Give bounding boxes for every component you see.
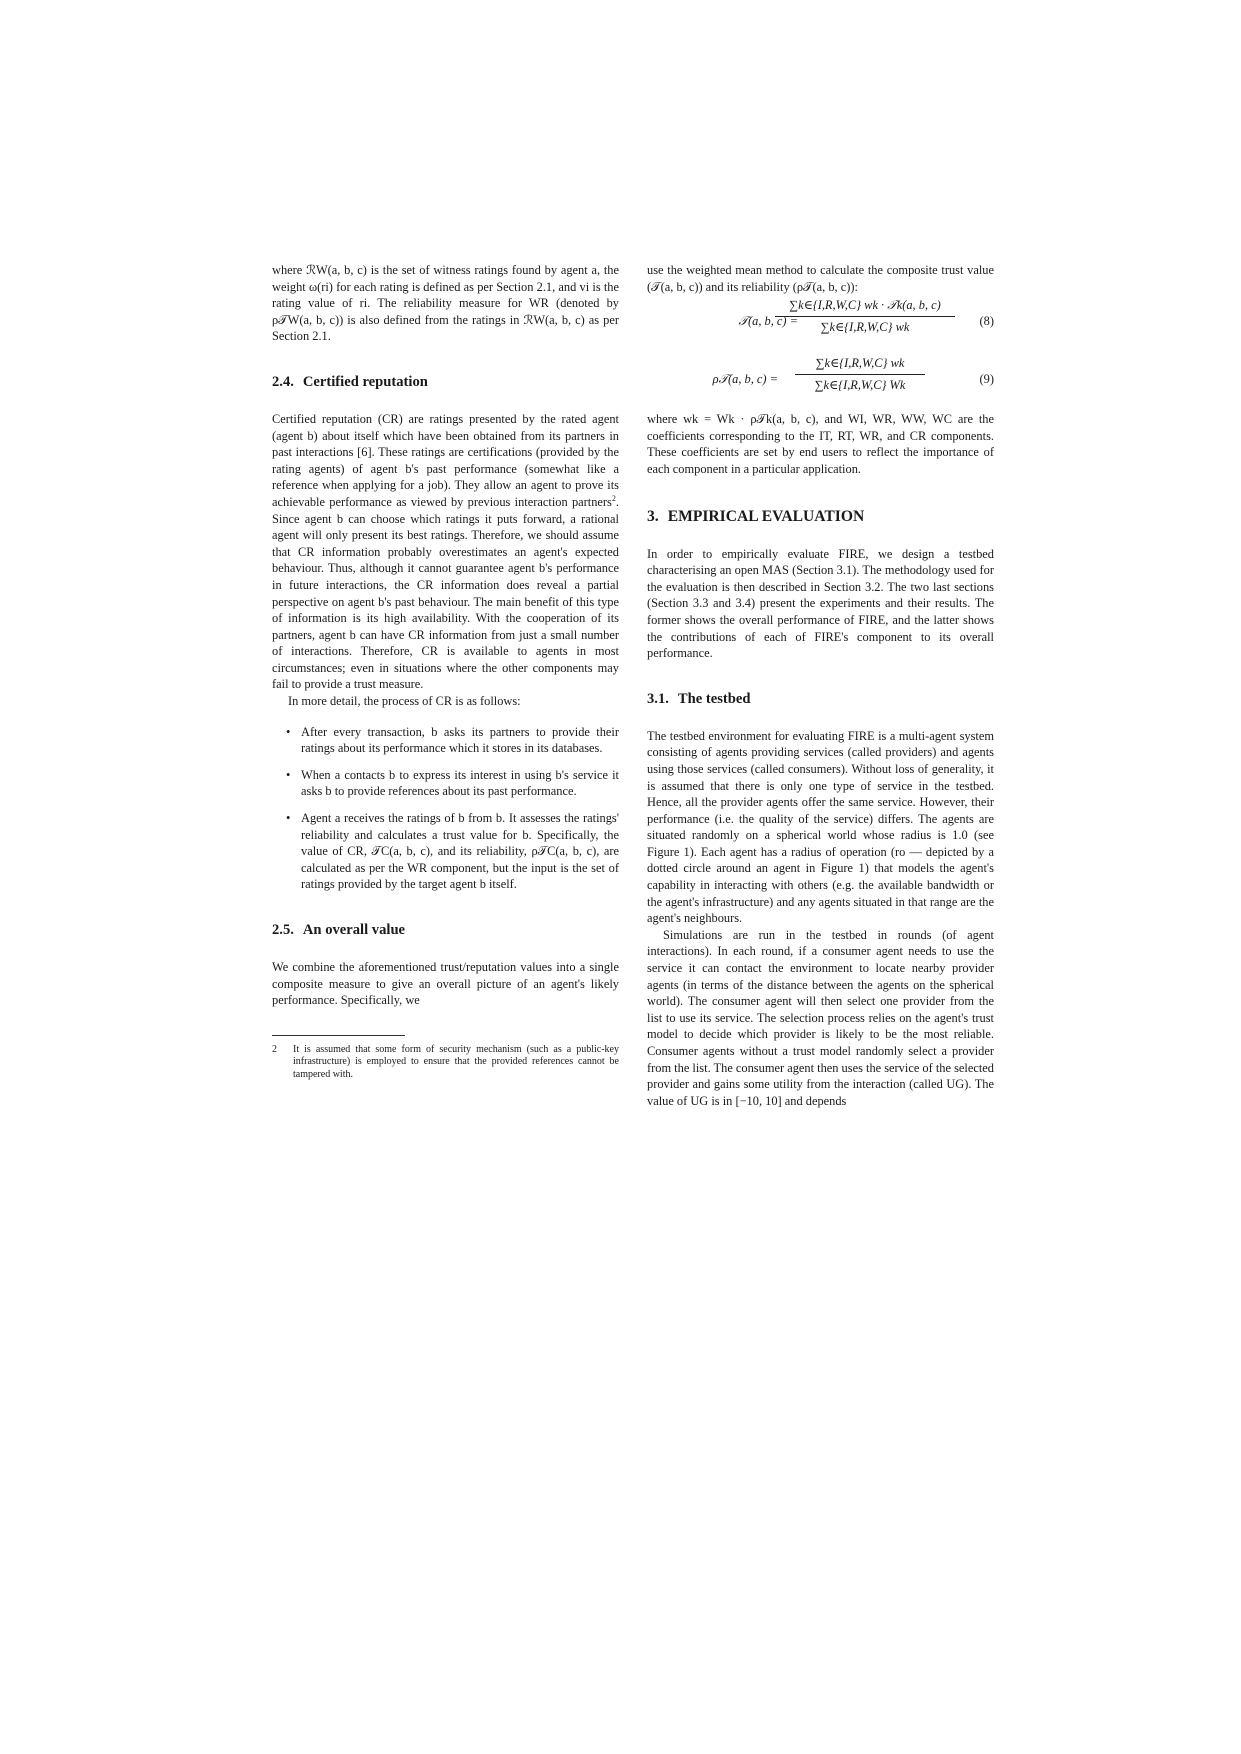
list-item: [272, 767, 619, 800]
equation-fraction: [795, 355, 925, 393]
footnote: [272, 1044, 619, 1081]
section-title: An overall value: [302, 922, 406, 938]
footnote-divider: [272, 1035, 405, 1036]
paragraph-text-cont: . Since agent b can choose which ratings it puts forward, a rational agent will only present its best ratings. Therefore, we should assume that CR information probably overestimates an agent's expected behaviour. Thus, although it cannot guarantee agent b's performance in future interactions, the CR information does reveal a partial perspective on agent b's past behaviour. The main benefit of this type of information is its high availability. With the cooperation of its partners, agent b can have CR information from just a small number of interactions. Therefore, CR is available to agents in most circumstances; even in situations where the other components may fail to provide a trust measure.: [272, 494, 619, 692]
list-item-text: Agent a receives the ratings of b from b. It assesses the ratings' reliability and calculates a trust value for b. Specifically, the value of CR, 𝒯C(a, b, c), and its reliability, ρ𝒯C(a, b, c), are calculated as per the WR component, but the input is the set of ratings provided by the target agent b itself.: [301, 811, 619, 892]
paragraph-overall-value: We combine the aforementioned trust/reputation values into a single composite measure to give an overall picture of an agent's likely performance. Specifically, we: [272, 960, 619, 1008]
bullet-icon: •: [286, 767, 291, 782]
equation-number: (8): [979, 314, 994, 329]
paragraph-weighted-mean: use the weighted mean method to calculate the composite trust value (𝒯(a, b, c)) and its reliability (ρ𝒯(a, b, c)):: [647, 263, 994, 294]
section-number: 2.5.: [272, 922, 294, 938]
equation-fraction: [775, 297, 955, 335]
section-heading-2-4: [272, 373, 619, 391]
equation-denominator: ∑k∈{I,R,W,C} Wk: [814, 377, 906, 392]
section-title: The testbed: [677, 690, 751, 707]
list-item-text: After every transaction, b asks its partners to provide their ratings about its performance which it stores in its databases.: [301, 724, 619, 756]
bullet-icon: •: [286, 811, 291, 826]
footnote-ref: 2: [611, 493, 616, 503]
right-column: [647, 262, 994, 1109]
list-item: [272, 724, 619, 757]
section-heading-3: [647, 508, 994, 526]
paragraph-testbed: The testbed environment for evaluating FIRE is a multi-agent system consisting of agents providing services (called providers) and agents using those services (called consumers). Without loss of generality, it is assumed that there is only one type of service in the testbed. Hence, all the provider agents offer the same service. However, their performance (i.e. the quality of the service) differs. The agents are situated randomly on a spherical world whose radius is 1.0 (see Figure 1). Each agent has a radius of operation (ro — depicted by a dotted circle around an agent in Figure 1) that models the agent's capability in interacting with others (e.g. the available bandwidth or the agent's infrastructure) and any agents situated in that range are the agent's neighbours.: [647, 728, 994, 926]
paragraph-certified-reputation: [272, 411, 619, 693]
list-item-text: When a contacts b to express its interest in using b's service it asks b to provide references about its past performance.: [301, 767, 619, 799]
equation-lhs: 𝒯(a, b, c) =: [738, 314, 798, 329]
equation-9: [647, 353, 994, 411]
paragraph-coefficients: where wk = Wk · ρ𝒯k(a, b, c), and WI, WR, WW, WC are the coefficients corresponding to the IT, RT, WR, and CR components. These coefficients are set by end users to reflect the importance of each component in a particular application.: [647, 412, 994, 476]
section-title: Certified reputation: [302, 373, 428, 390]
paragraph-cr-detail: In more detail, the process of CR is as follows:: [288, 694, 521, 709]
paragraph-empirical-evaluation: In order to empirically evaluate FIRE, we design a testbed characterising an open MAS (Section 3.1). The methodology used for the evaluation is then described in Section 3.2. The two last sections (Section 3.3 and 3.4) present the experiments and their results. The former shows the overall performance of FIRE, and the latter shows the contributions of each of FIRE's component to its overall performance.: [647, 546, 994, 661]
equation-number: (9): [979, 372, 994, 387]
footnote-number: 2: [272, 1043, 277, 1055]
section-number: 3.1.: [647, 690, 669, 707]
section-title: EMPIRICAL EVALUATION: [667, 507, 865, 525]
section-number: 2.4.: [272, 373, 294, 390]
bullet-icon: •: [286, 724, 291, 739]
paragraph-wr-definition: where ℛW(a, b, c) is the set of witness ratings found by agent a, the weight ω(ri) for each rating is defined as per Section 2.1, and vi is the rating value of ri. The reliability measure for WR (denoted by ρ𝒯W(a, b, c)) is also defined from the ratings in ℛW(a, b, c) as per Section 2.1.: [272, 263, 619, 344]
section-heading-3-1: [647, 690, 994, 708]
section-heading-2-5: [272, 921, 619, 939]
equation-denominator: ∑k∈{I,R,W,C} wk: [820, 319, 910, 334]
section-number: 3.: [647, 507, 659, 525]
equation-8: [647, 295, 994, 353]
footnote-text: It is assumed that some form of security mechanism (such as a public-key infrastructure) is employed to ensure that the provided references cannot be tampered with.: [293, 1043, 619, 1080]
equation-lhs: ρ𝒯(a, b, c) =: [712, 372, 778, 387]
list-item: [272, 810, 619, 893]
paragraph-simulations: Simulations are run in the testbed in rounds (of agent interactions). In each round, if a consumer agent needs to use the service it can contact the environment to locate nearby provider agents (in terms of the distance between the agents on the spherical world). The consumer agent will then select one provider from the list to use its service. The selection process relies on the agent's trust model to decide which provider is likely to be the most reliable. Consumer agents without a trust model randomly select a provider from the list. The consumer agent then uses the service of the selected provider and gains some utility from the interaction (called UG). The value of UG is in [−10, 10] and depends: [647, 927, 994, 1108]
equation-numerator: ∑k∈{I,R,W,C} wk · 𝒯k(a, b, c): [775, 297, 955, 317]
left-column: [272, 262, 619, 1081]
equation-numerator: ∑k∈{I,R,W,C} wk: [795, 355, 925, 375]
paragraph-text: Certified reputation (CR) are ratings presented by the rated agent (agent b) about itself which have been obtained from its partners in past interactions [6]. These ratings are certifications (provided by the rating agents) of agent b's past performance (somewhat like a reference when applying for a job). They allow an agent to prove its achievable performance as viewed by previous interaction partners: [272, 411, 619, 509]
bullet-list: [272, 724, 619, 893]
